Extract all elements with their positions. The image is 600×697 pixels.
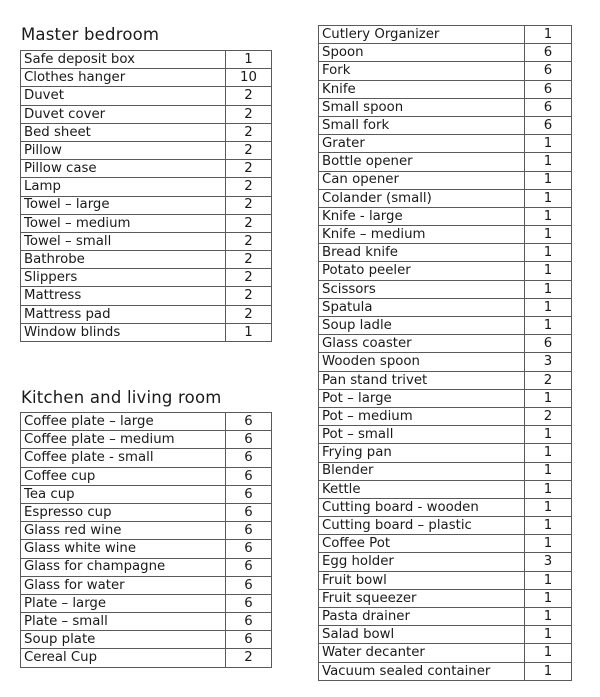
quantity-cell: 6 bbox=[226, 449, 272, 467]
table-row bbox=[319, 462, 572, 480]
quantity-cell: 6 bbox=[226, 467, 272, 485]
item-name-cell: Water decanter bbox=[319, 644, 525, 662]
item-name-cell: Small spoon bbox=[319, 98, 525, 116]
quantity-cell: 2 bbox=[226, 178, 272, 196]
item-name-cell: Coffee cup bbox=[21, 467, 226, 485]
table-row bbox=[21, 649, 272, 667]
item-name-cell: Towel – small bbox=[21, 232, 226, 250]
quantity-cell: 1 bbox=[525, 280, 572, 298]
table-row bbox=[319, 80, 572, 98]
table-row bbox=[21, 232, 272, 250]
quantity-cell: 6 bbox=[226, 576, 272, 594]
item-name-cell: Cutting board – plastic bbox=[319, 517, 525, 535]
table-row bbox=[319, 608, 572, 626]
item-name-cell: Espresso cup bbox=[21, 503, 226, 521]
table-row bbox=[21, 51, 272, 69]
quantity-cell: 2 bbox=[226, 269, 272, 287]
table-row bbox=[319, 98, 572, 116]
item-name-cell: Colander (small) bbox=[319, 189, 525, 207]
table-row bbox=[21, 87, 272, 105]
quantity-cell: 6 bbox=[525, 116, 572, 134]
quantity-cell: 2 bbox=[226, 251, 272, 269]
table-row bbox=[319, 153, 572, 171]
table-row bbox=[319, 335, 572, 353]
quantity-cell: 1 bbox=[525, 498, 572, 516]
item-name-cell: Pot – large bbox=[319, 389, 525, 407]
item-name-cell: Coffee plate – large bbox=[21, 413, 226, 431]
quantity-cell: 1 bbox=[525, 389, 572, 407]
table-row bbox=[21, 576, 272, 594]
item-name-cell: Cutting board - wooden bbox=[319, 498, 525, 516]
quantity-cell: 2 bbox=[226, 141, 272, 159]
quantity-cell: 6 bbox=[226, 503, 272, 521]
master-bedroom-heading: Master bedroom bbox=[21, 25, 160, 44]
table-row bbox=[319, 553, 572, 571]
table-row bbox=[21, 413, 272, 431]
table-row bbox=[319, 62, 572, 80]
item-name-cell: Wooden spoon bbox=[319, 353, 525, 371]
item-name-cell: Blender bbox=[319, 462, 525, 480]
quantity-cell: 6 bbox=[525, 62, 572, 80]
item-name-cell: Pan stand trivet bbox=[319, 371, 525, 389]
item-name-cell: Cereal Cup bbox=[21, 649, 226, 667]
item-name-cell: Pot – small bbox=[319, 426, 525, 444]
item-name-cell: Bed sheet bbox=[21, 123, 226, 141]
item-name-cell: Fork bbox=[319, 62, 525, 80]
quantity-cell: 1 bbox=[525, 262, 572, 280]
quantity-cell: 2 bbox=[226, 160, 272, 178]
item-name-cell: Vacuum sealed container bbox=[319, 662, 525, 680]
table-row bbox=[319, 317, 572, 335]
table-row bbox=[319, 498, 572, 516]
table-row bbox=[319, 26, 572, 44]
quantity-cell: 1 bbox=[525, 589, 572, 607]
kitchen-living-heading: Kitchen and living room bbox=[21, 388, 222, 407]
table-row bbox=[21, 141, 272, 159]
table-row bbox=[319, 589, 572, 607]
table-row bbox=[21, 251, 272, 269]
item-name-cell: Slippers bbox=[21, 269, 226, 287]
table-row bbox=[319, 407, 572, 425]
table-row bbox=[319, 426, 572, 444]
quantity-cell: 10 bbox=[226, 69, 272, 87]
item-name-cell: Pot – medium bbox=[319, 407, 525, 425]
table-row bbox=[21, 178, 272, 196]
quantity-cell: 2 bbox=[226, 649, 272, 667]
table-row bbox=[319, 480, 572, 498]
kitchen-utensils-table bbox=[318, 25, 572, 681]
item-name-cell: Grater bbox=[319, 135, 525, 153]
quantity-cell: 1 bbox=[525, 298, 572, 316]
item-name-cell: Glass white wine bbox=[21, 540, 226, 558]
table-row bbox=[21, 214, 272, 232]
quantity-cell: 1 bbox=[525, 608, 572, 626]
quantity-cell: 1 bbox=[525, 662, 572, 680]
item-name-cell: Clothes hanger bbox=[21, 69, 226, 87]
quantity-cell: 1 bbox=[226, 51, 272, 69]
quantity-cell: 2 bbox=[525, 407, 572, 425]
quantity-cell: 1 bbox=[525, 444, 572, 462]
table-row bbox=[319, 207, 572, 225]
table-row bbox=[319, 262, 572, 280]
quantity-cell: 2 bbox=[226, 214, 272, 232]
item-name-cell: Spatula bbox=[319, 298, 525, 316]
table-row bbox=[21, 485, 272, 503]
item-name-cell: Bottle opener bbox=[319, 153, 525, 171]
table-row bbox=[21, 467, 272, 485]
quantity-cell: 1 bbox=[525, 626, 572, 644]
master-bedroom-table bbox=[20, 50, 272, 342]
table-row bbox=[21, 323, 272, 341]
quantity-cell: 1 bbox=[525, 571, 572, 589]
item-name-cell: Soup ladle bbox=[319, 317, 525, 335]
item-name-cell: Towel – medium bbox=[21, 214, 226, 232]
table-row bbox=[319, 189, 572, 207]
table-row bbox=[21, 503, 272, 521]
item-name-cell: Plate – small bbox=[21, 613, 226, 631]
quantity-cell: 3 bbox=[525, 553, 572, 571]
item-name-cell: Coffee plate - small bbox=[21, 449, 226, 467]
item-name-cell: Coffee plate – medium bbox=[21, 431, 226, 449]
quantity-cell: 1 bbox=[525, 535, 572, 553]
table-row bbox=[319, 644, 572, 662]
item-name-cell: Tea cup bbox=[21, 485, 226, 503]
quantity-cell: 1 bbox=[525, 226, 572, 244]
quantity-cell: 1 bbox=[226, 323, 272, 341]
item-name-cell: Fruit bowl bbox=[319, 571, 525, 589]
table-row bbox=[319, 244, 572, 262]
table-row bbox=[21, 105, 272, 123]
quantity-cell: 1 bbox=[525, 207, 572, 225]
item-name-cell: Egg holder bbox=[319, 553, 525, 571]
quantity-cell: 1 bbox=[525, 244, 572, 262]
table-row bbox=[319, 535, 572, 553]
item-name-cell: Glass red wine bbox=[21, 522, 226, 540]
quantity-cell: 2 bbox=[226, 232, 272, 250]
table-row bbox=[21, 449, 272, 467]
item-name-cell: Pillow case bbox=[21, 160, 226, 178]
quantity-cell: 6 bbox=[226, 413, 272, 431]
item-name-cell: Pillow bbox=[21, 141, 226, 159]
table-row bbox=[21, 160, 272, 178]
table-row bbox=[319, 444, 572, 462]
quantity-cell: 6 bbox=[226, 558, 272, 576]
table-row bbox=[21, 540, 272, 558]
quantity-cell: 2 bbox=[226, 196, 272, 214]
table-row bbox=[319, 571, 572, 589]
quantity-cell: 1 bbox=[525, 135, 572, 153]
item-name-cell: Soup plate bbox=[21, 631, 226, 649]
table-row bbox=[319, 116, 572, 134]
table-row bbox=[319, 171, 572, 189]
table-row bbox=[21, 287, 272, 305]
item-name-cell: Duvet cover bbox=[21, 105, 226, 123]
quantity-cell: 6 bbox=[226, 594, 272, 612]
quantity-cell: 2 bbox=[226, 87, 272, 105]
item-name-cell: Mattress bbox=[21, 287, 226, 305]
item-name-cell: Towel – large bbox=[21, 196, 226, 214]
quantity-cell: 2 bbox=[226, 105, 272, 123]
quantity-cell: 1 bbox=[525, 517, 572, 535]
table-row bbox=[319, 226, 572, 244]
item-name-cell: Scissors bbox=[319, 280, 525, 298]
item-name-cell: Lamp bbox=[21, 178, 226, 196]
table-row bbox=[21, 613, 272, 631]
quantity-cell: 3 bbox=[525, 353, 572, 371]
quantity-cell: 6 bbox=[226, 431, 272, 449]
quantity-cell: 6 bbox=[525, 80, 572, 98]
table-row bbox=[21, 558, 272, 576]
quantity-cell: 1 bbox=[525, 462, 572, 480]
table-row bbox=[21, 631, 272, 649]
quantity-cell: 1 bbox=[525, 644, 572, 662]
quantity-cell: 6 bbox=[226, 540, 272, 558]
table-row bbox=[21, 431, 272, 449]
table-row bbox=[319, 371, 572, 389]
item-name-cell: Knife - large bbox=[319, 207, 525, 225]
quantity-cell: 6 bbox=[226, 613, 272, 631]
item-name-cell: Can opener bbox=[319, 171, 525, 189]
item-name-cell: Salad bowl bbox=[319, 626, 525, 644]
quantity-cell: 6 bbox=[525, 98, 572, 116]
item-name-cell: Knife – medium bbox=[319, 226, 525, 244]
quantity-cell: 1 bbox=[525, 426, 572, 444]
item-name-cell: Plate – large bbox=[21, 594, 226, 612]
table-row bbox=[319, 135, 572, 153]
quantity-cell: 2 bbox=[525, 371, 572, 389]
quantity-cell: 6 bbox=[226, 522, 272, 540]
item-name-cell: Glass for champagne bbox=[21, 558, 226, 576]
table-row bbox=[319, 280, 572, 298]
table-row bbox=[319, 626, 572, 644]
table-row bbox=[21, 522, 272, 540]
item-name-cell: Potato peeler bbox=[319, 262, 525, 280]
table-row bbox=[319, 389, 572, 407]
quantity-cell: 2 bbox=[226, 287, 272, 305]
quantity-cell: 1 bbox=[525, 153, 572, 171]
table-row bbox=[319, 353, 572, 371]
item-name-cell: Knife bbox=[319, 80, 525, 98]
quantity-cell: 1 bbox=[525, 480, 572, 498]
quantity-cell: 1 bbox=[525, 26, 572, 44]
kitchen-living-table bbox=[20, 412, 272, 668]
item-name-cell: Spoon bbox=[319, 44, 525, 62]
quantity-cell: 6 bbox=[525, 335, 572, 353]
item-name-cell: Window blinds bbox=[21, 323, 226, 341]
item-name-cell: Kettle bbox=[319, 480, 525, 498]
item-name-cell: Bathrobe bbox=[21, 251, 226, 269]
item-name-cell: Safe deposit box bbox=[21, 51, 226, 69]
table-row bbox=[319, 517, 572, 535]
table-row bbox=[21, 196, 272, 214]
table-row bbox=[21, 269, 272, 287]
quantity-cell: 6 bbox=[226, 631, 272, 649]
item-name-cell: Pasta drainer bbox=[319, 608, 525, 626]
table-row bbox=[319, 44, 572, 62]
quantity-cell: 1 bbox=[525, 189, 572, 207]
item-name-cell: Mattress pad bbox=[21, 305, 226, 323]
table-row bbox=[319, 662, 572, 680]
item-name-cell: Coffee Pot bbox=[319, 535, 525, 553]
item-name-cell: Glass coaster bbox=[319, 335, 525, 353]
table-row bbox=[21, 594, 272, 612]
quantity-cell: 2 bbox=[226, 305, 272, 323]
quantity-cell: 2 bbox=[226, 123, 272, 141]
item-name-cell: Glass for water bbox=[21, 576, 226, 594]
quantity-cell: 1 bbox=[525, 171, 572, 189]
item-name-cell: Fruit squeezer bbox=[319, 589, 525, 607]
item-name-cell: Frying pan bbox=[319, 444, 525, 462]
item-name-cell: Small fork bbox=[319, 116, 525, 134]
item-name-cell: Bread knife bbox=[319, 244, 525, 262]
item-name-cell: Cutlery Organizer bbox=[319, 26, 525, 44]
table-row bbox=[319, 298, 572, 316]
item-name-cell: Duvet bbox=[21, 87, 226, 105]
quantity-cell: 6 bbox=[525, 44, 572, 62]
table-row bbox=[21, 305, 272, 323]
table-row bbox=[21, 123, 272, 141]
table-row bbox=[21, 69, 272, 87]
quantity-cell: 6 bbox=[226, 485, 272, 503]
quantity-cell: 1 bbox=[525, 317, 572, 335]
